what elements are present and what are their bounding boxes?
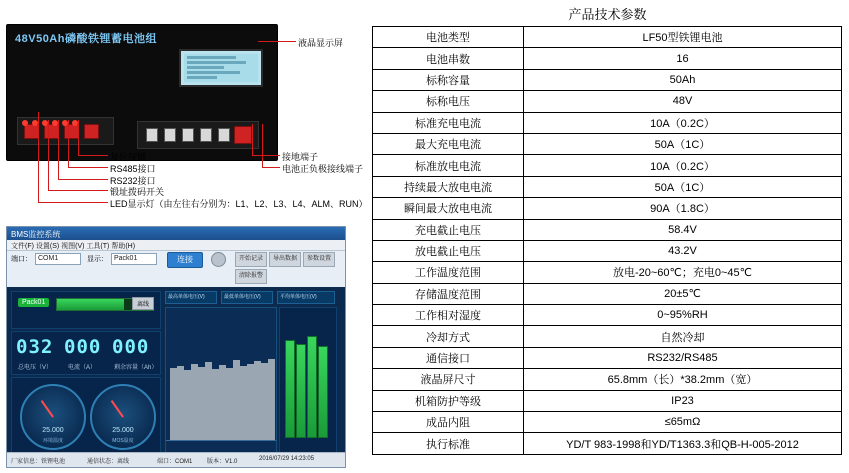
- leader-line: [48, 120, 49, 190]
- spec-key: 工作相对湿度: [373, 305, 524, 326]
- spec-key: 放电截止电压: [373, 240, 524, 261]
- spec-value: 放电-20~60℃；充电0~45℃: [524, 262, 842, 283]
- table-row: [373, 219, 842, 240]
- right-bar-panel: [279, 307, 337, 455]
- leader-line: [258, 41, 296, 42]
- callout-rs485: RS485接口: [110, 164, 156, 174]
- spec-value: 50A（1C）: [524, 133, 842, 154]
- start-record-button[interactable]: 开始记录: [235, 252, 267, 267]
- spec-key: 存储温度范围: [373, 283, 524, 304]
- record-icon[interactable]: [211, 252, 226, 267]
- callout-reset: 复位按键: [110, 152, 147, 162]
- leader-line: [48, 190, 108, 191]
- port-label: 端口：: [11, 256, 32, 263]
- leader-line: [38, 112, 39, 202]
- address-select[interactable]: Pack01: [111, 253, 157, 265]
- pack-header-panel: [11, 291, 161, 329]
- table-row: [373, 176, 842, 197]
- export-button[interactable]: 导出数据: [269, 252, 301, 267]
- spec-value: 16: [524, 48, 842, 69]
- readout-panel: [11, 331, 161, 375]
- status-version: 版本：V1.0: [207, 459, 238, 465]
- gauge-mos-label: MOS温度: [112, 438, 134, 444]
- spec-value: 48V: [524, 91, 842, 112]
- software-toolbar: [7, 251, 345, 288]
- spec-value: 50Ah: [524, 69, 842, 90]
- spec-value: 10A（0.2C）: [524, 112, 842, 133]
- status-manufacturer: 厂家信息：铁锂电池: [11, 459, 66, 465]
- spec-key: 充电截止电压: [373, 219, 524, 240]
- leader-line: [38, 202, 108, 203]
- callout-led: LED显示灯（由左往右分别为：L1、L2、L3、L4、ALM、RUN）: [110, 199, 368, 209]
- leader-line: [262, 167, 280, 168]
- table-row: [373, 326, 842, 347]
- callout-control: 锻址拨码开关: [110, 187, 165, 197]
- table-row: [373, 133, 842, 154]
- gauge-mos-value: 25.000: [112, 427, 134, 434]
- table-row: [373, 305, 842, 326]
- callout-battery-terminal: 电池正负极接线端子: [282, 164, 364, 174]
- spec-value: RS232/RS485: [524, 347, 842, 368]
- readout-total-voltage-label: 总电压（V）: [18, 365, 53, 371]
- pack-name-badge: Pack01: [18, 298, 49, 307]
- spec-key: 执行标准: [373, 433, 524, 454]
- leader-line: [262, 124, 263, 167]
- product-photo-title: 48V50Ah磷酸铁锂蓄电池组: [15, 33, 157, 45]
- table-row: [373, 27, 842, 48]
- spec-value: 0~95%RH: [524, 305, 842, 326]
- gauge-ambient-label: 环境温度: [42, 438, 63, 444]
- gauge-panel: [11, 377, 161, 455]
- table-row: [373, 91, 842, 112]
- spec-key: 通信接口: [373, 347, 524, 368]
- pack-status-badge: 离线: [132, 297, 154, 310]
- spec-key: 电池串数: [373, 48, 524, 69]
- connect-button[interactable]: 连接: [167, 252, 203, 268]
- spec-value: 65.8mm（长）*38.2mm（宽）: [524, 369, 842, 390]
- status-timestamp: 2016/07/29 14:23:05: [259, 456, 315, 462]
- connector-panel-left: [17, 117, 114, 145]
- table-row: [373, 433, 842, 454]
- terminal-panel-right: [137, 121, 259, 149]
- lcd-display: [179, 49, 263, 87]
- readout-capacity: 000: [112, 336, 150, 358]
- table-row: [373, 283, 842, 304]
- left-column: [0, 0, 366, 473]
- spec-value: 58.4V: [524, 219, 842, 240]
- status-port: 端口：COM1: [157, 459, 193, 465]
- table-row: [373, 369, 842, 390]
- spec-key: 电池类型: [373, 27, 524, 48]
- gauge-ambient-temp: [20, 384, 86, 450]
- gauge-mos-temp: [90, 384, 156, 450]
- spec-value: IP23: [524, 390, 842, 411]
- gauge-ambient-value: 25.000: [42, 427, 64, 434]
- leader-line: [58, 179, 108, 180]
- spec-key: 标称容量: [373, 69, 524, 90]
- table-row: [373, 155, 842, 176]
- readout-current: 000: [64, 336, 102, 358]
- leader-line: [68, 167, 108, 168]
- spec-key: 标称电压: [373, 91, 524, 112]
- software-title-bar: BMS监控系统: [7, 227, 345, 240]
- readout-current-label: 电流（A）: [68, 365, 97, 371]
- spec-value: ≤65mΩ: [524, 412, 842, 433]
- table-row: [373, 390, 842, 411]
- spec-value: 43.2V: [524, 240, 842, 261]
- software-screenshot: [6, 226, 346, 468]
- spec-key: 液晶屏尺寸: [373, 369, 524, 390]
- leader-line: [252, 124, 253, 155]
- leader-line: [58, 120, 59, 179]
- clear-alarm-button[interactable]: 清除报警: [235, 269, 267, 284]
- leader-line: [78, 155, 108, 156]
- port-select[interactable]: COM1: [35, 253, 81, 265]
- spec-key: 标准充电电流: [373, 112, 524, 133]
- callout-ground: 接地端子: [282, 152, 319, 162]
- spec-value: 90A（1.8C）: [524, 198, 842, 219]
- leader-line: [78, 120, 79, 155]
- spec-key: 工作温度范围: [373, 262, 524, 283]
- spec-key: 标准放电电流: [373, 155, 524, 176]
- spec-key: 冷却方式: [373, 326, 524, 347]
- cell-voltage-bar-chart: [165, 307, 277, 455]
- spec-key: 成品内阻: [373, 412, 524, 433]
- settings-button[interactable]: 参数设置: [303, 252, 335, 267]
- software-menu-bar: 文件(F) 设置(S) 视图(V) 工具(T) 帮助(H): [7, 240, 345, 251]
- spec-table-title: 产品技术参数: [568, 7, 647, 22]
- table-row: [373, 262, 842, 283]
- right-column: [366, 0, 849, 473]
- led-indicator: [22, 120, 28, 126]
- table-row: [373, 412, 842, 433]
- address-label: 显示：: [87, 256, 108, 263]
- leader-line: [252, 155, 280, 156]
- software-main-area: [7, 287, 345, 453]
- table-row: [373, 112, 842, 133]
- table-row: [373, 347, 842, 368]
- readout-capacity-label: 剩余容量（Ah）: [114, 365, 158, 371]
- spec-value: 10A（0.2C）: [524, 155, 842, 176]
- table-row: [373, 69, 842, 90]
- readout-total-voltage: 032: [16, 336, 54, 358]
- spec-value: 20±5℃: [524, 283, 842, 304]
- software-status-bar: [7, 452, 345, 467]
- spec-key: 瞬间最大放电电流: [373, 198, 524, 219]
- status-connection: 通信状态：离线: [87, 459, 130, 465]
- mini-panel-avg-cell: 平均单体电压(V): [277, 291, 335, 304]
- table-row: [373, 48, 842, 69]
- spec-value: 自然冷却: [524, 326, 842, 347]
- spec-value: 50A（1C）: [524, 176, 842, 197]
- battery-terminal-icon: [234, 126, 252, 144]
- product-photo: [6, 24, 278, 161]
- mini-panel-max-cell: 最高单体电压(V): [165, 291, 217, 304]
- mini-panel-min-cell: 最低单体电压(V): [221, 291, 273, 304]
- table-row: [373, 240, 842, 261]
- spec-key: 机箱防护等级: [373, 390, 524, 411]
- callout-lcd: 液晶显示屏: [298, 38, 344, 48]
- callout-rs232: RS232接口: [110, 176, 156, 186]
- spec-key: 持续最大放电电流: [373, 176, 524, 197]
- spec-value: YD/T 983-1998和YD/T1363.3和QB-H-005-2012: [524, 433, 842, 454]
- table-row: [373, 198, 842, 219]
- spec-key: 最大充电电流: [373, 133, 524, 154]
- spec-table: [372, 26, 842, 455]
- spec-value: LF50型铁锂电池: [524, 27, 842, 48]
- leader-line: [68, 120, 69, 167]
